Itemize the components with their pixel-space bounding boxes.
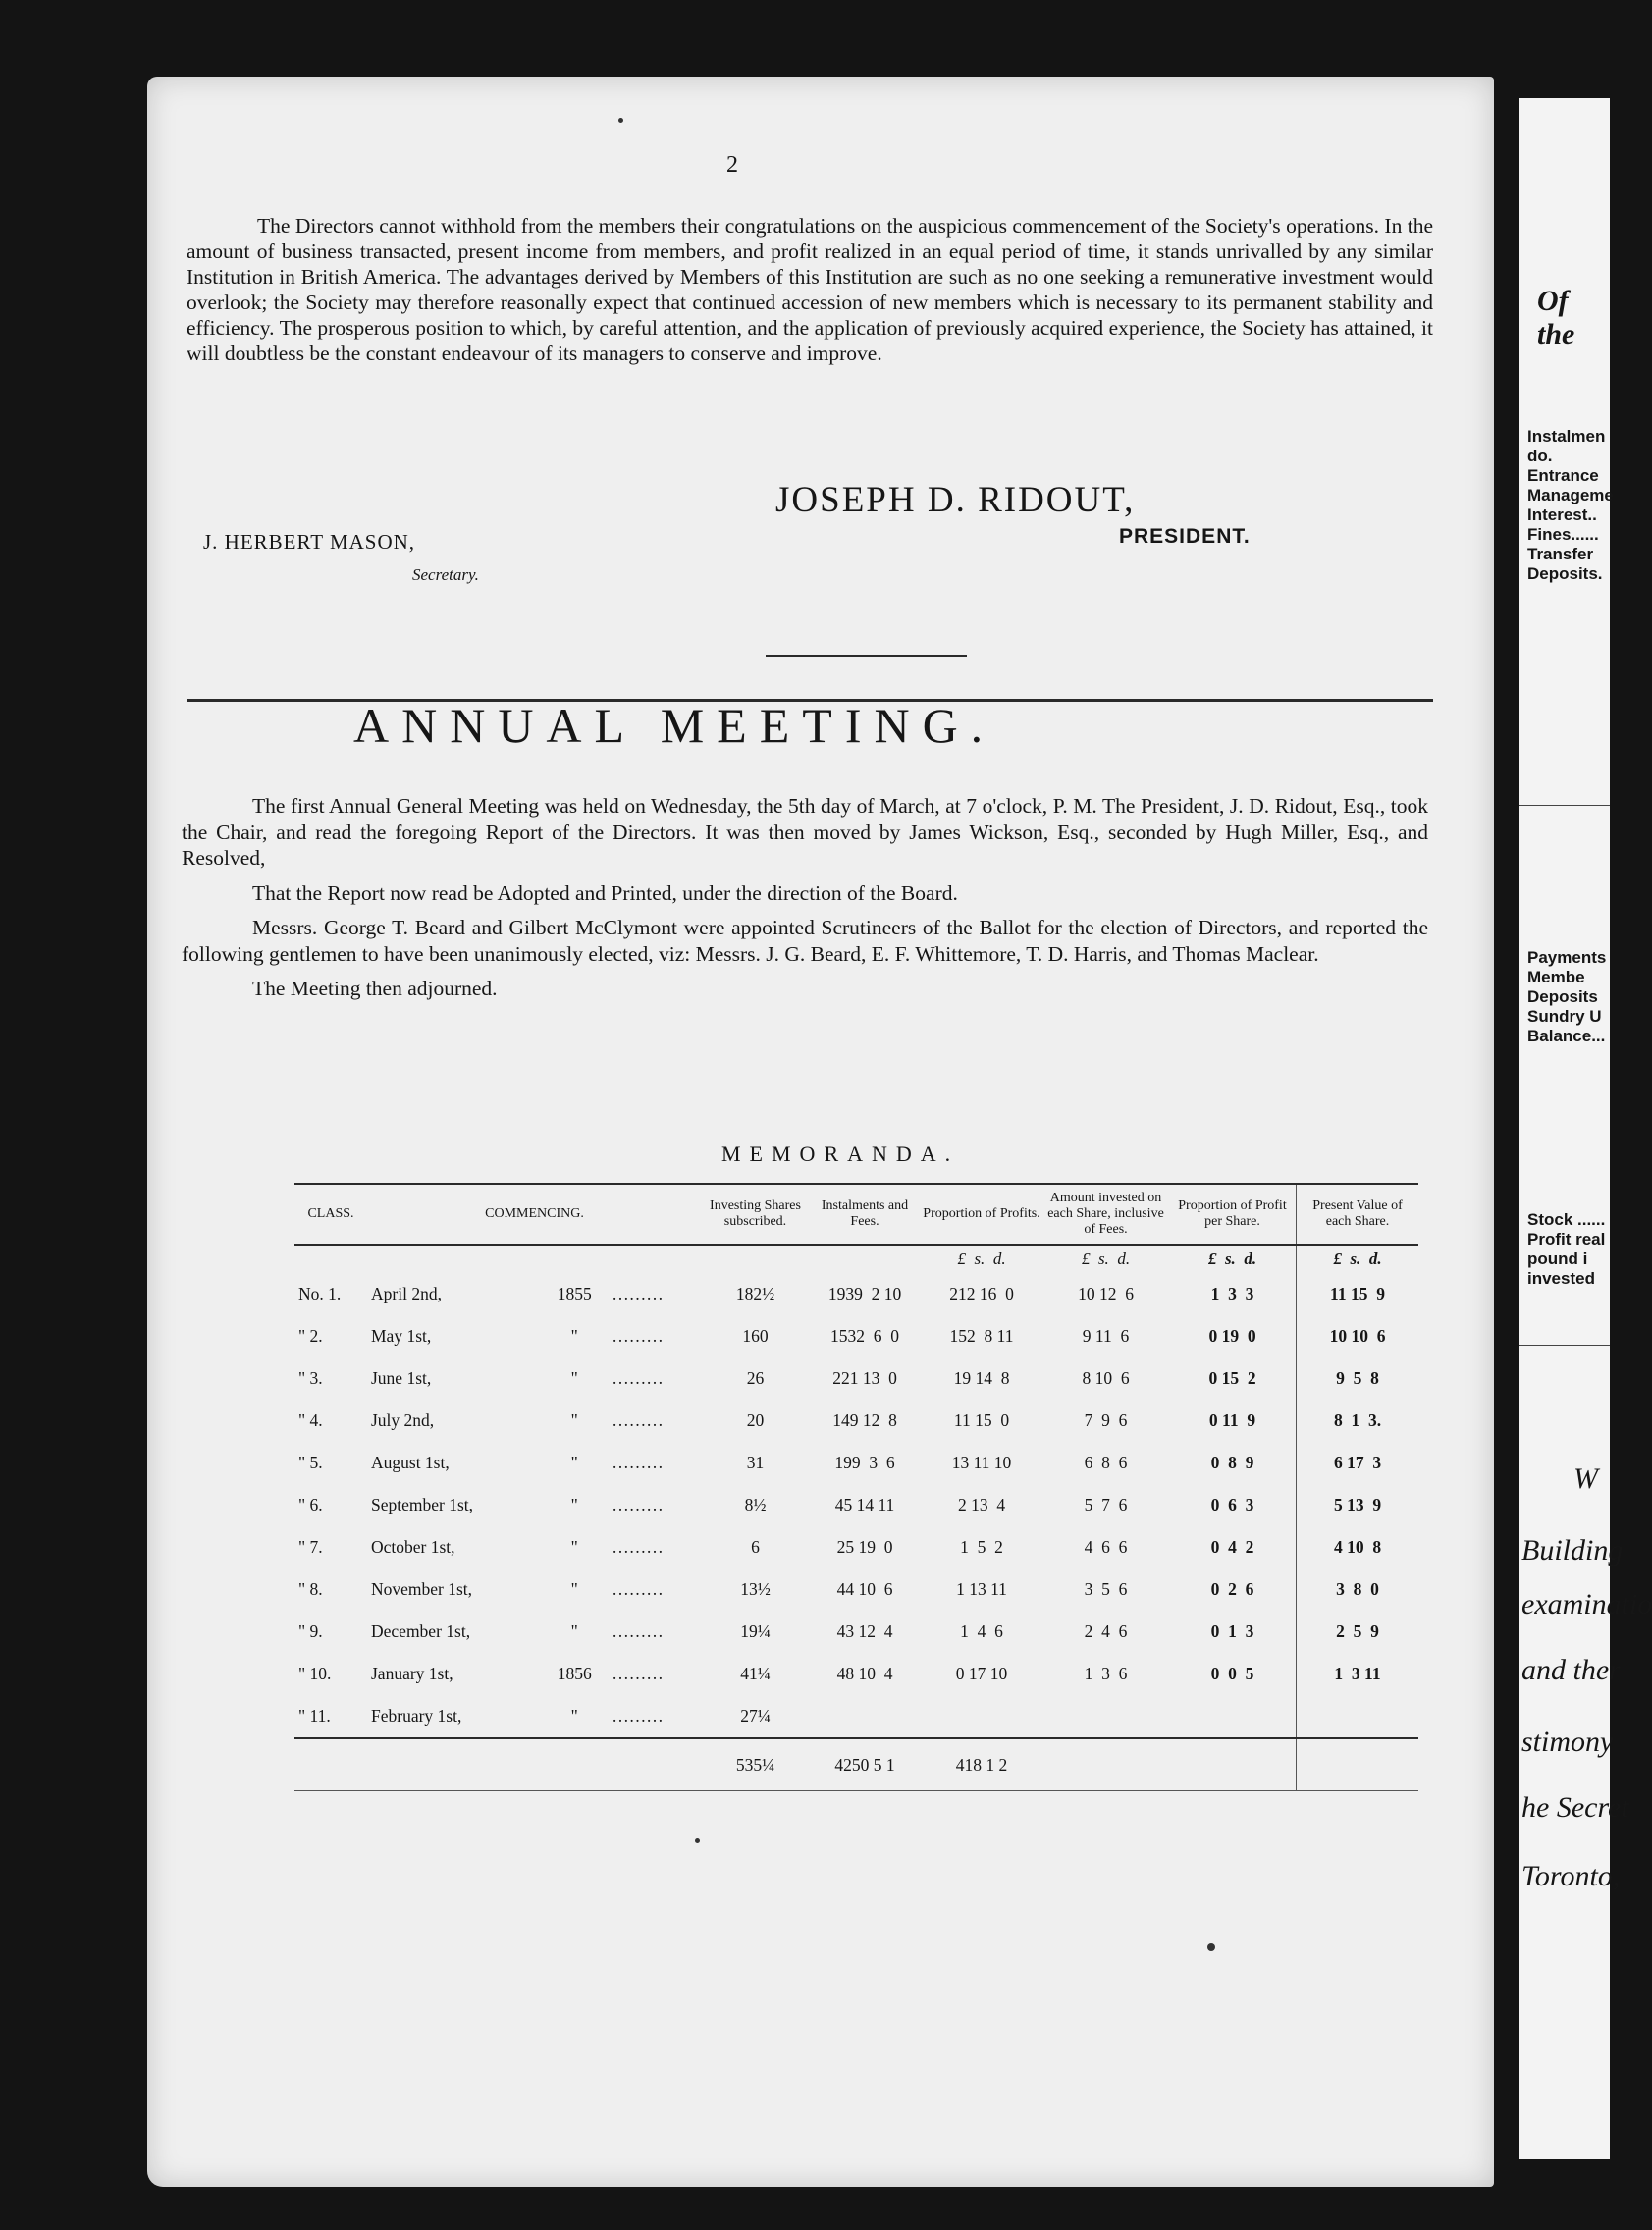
units-present-value: £ s. d.	[1297, 1245, 1419, 1273]
facing-page-list-item: Profit real	[1527, 1230, 1606, 1248]
page-number: 2	[726, 152, 738, 178]
facing-page-rule-lower	[1519, 1345, 1610, 1346]
cell-shares: 13½	[740, 1579, 771, 1599]
cell-pps: 0 1 3	[1210, 1621, 1254, 1641]
cell-date: May 1st,	[371, 1326, 432, 1346]
cell-inst: 149 12 8	[832, 1410, 897, 1430]
president-title: PRESIDENT.	[1119, 525, 1251, 548]
handwritten-line: he Secret	[1521, 1791, 1629, 1824]
cell-prof: 1 13 11	[956, 1579, 1007, 1599]
handwritten-line: stimony	[1521, 1726, 1614, 1758]
table-row	[294, 1357, 1418, 1400]
cell-pv: 10 10 6	[1297, 1315, 1419, 1357]
cell-year: "	[570, 1410, 578, 1430]
meeting-paragraph-3: Messrs. George T. Beard and Gilbert McClymont were appointed Scrutineers of the Ballot for the election of Directors, and reported the following gentlemen to have been unanimously elected, viz: Messrs. J. G. Beard, E. F. Whittemore, T. D. Harris, and Thomas Maclear.	[182, 916, 1428, 966]
cell-amt: 6 8 6	[1084, 1453, 1128, 1472]
secretary-name: J. HERBERT MASON,	[203, 530, 416, 554]
cell-inst: 221 13 0	[832, 1368, 897, 1388]
cell-cls: " 2.	[298, 1326, 323, 1346]
cell-cls: " 3.	[298, 1368, 323, 1388]
annual-meeting-heading: ANNUAL MEETING.	[353, 698, 996, 753]
cell-cls: " 9.	[298, 1621, 323, 1641]
facing-page-list-item: Sundry U	[1527, 1007, 1602, 1026]
cell-pv: 6 17 3	[1297, 1442, 1419, 1484]
cell-pv: 1 3 11	[1297, 1653, 1419, 1695]
cell-year: "	[570, 1368, 578, 1388]
header-class: CLASS.	[294, 1184, 367, 1245]
cell-pps: 0 15 2	[1208, 1368, 1256, 1388]
paper-speck	[695, 1838, 700, 1843]
cell-shares: 6	[751, 1537, 760, 1557]
facing-page-list-item: Payments	[1527, 948, 1607, 967]
cell-dots: ………	[612, 1664, 664, 1683]
cell-inst: 48 10 4	[836, 1664, 893, 1683]
table-row	[294, 1695, 1418, 1738]
cell-shares: 41¼	[740, 1664, 771, 1683]
cell-year: "	[570, 1453, 578, 1472]
cell-amt: 10 12 6	[1078, 1284, 1134, 1303]
header-amount: Amount invested on each Share, inclusive of Fees.	[1042, 1184, 1169, 1245]
cell-pv: 4 10 8	[1297, 1526, 1419, 1568]
cell-shares: 31	[746, 1453, 765, 1472]
cell-pv	[1297, 1695, 1419, 1738]
cell-prof: 19 14 8	[953, 1368, 1010, 1388]
table-row	[294, 1484, 1418, 1526]
cell-prof: 13 11 10	[951, 1453, 1012, 1472]
table-row	[294, 1611, 1418, 1653]
table-row	[294, 1273, 1418, 1315]
cell-cls: " 5.	[298, 1453, 323, 1472]
cell-year: "	[570, 1495, 578, 1514]
table-row	[294, 1315, 1418, 1357]
cell-date: December 1st,	[371, 1621, 471, 1641]
cell-pps: 0 6 3	[1210, 1495, 1254, 1514]
cell-pv: 3 8 0	[1297, 1568, 1419, 1611]
cell-pv: 2 5 9	[1297, 1611, 1419, 1653]
facing-page-receipts-list	[1527, 427, 1614, 584]
cell-date: February 1st,	[371, 1706, 462, 1726]
cell-pps: 0 4 2	[1210, 1537, 1254, 1557]
handwritten-line: examinatio	[1521, 1588, 1652, 1620]
cell-amt	[1042, 1695, 1169, 1738]
cell-shares: 160	[742, 1326, 769, 1346]
cell-cls: " 10.	[298, 1664, 332, 1683]
cell-year: 1856	[557, 1664, 592, 1683]
header-shares: Investing Shares subscribed.	[702, 1184, 809, 1245]
cell-inst: 44 10 6	[836, 1579, 893, 1599]
cell-prof: 1 4 6	[960, 1621, 1003, 1641]
cell-year: "	[570, 1621, 578, 1641]
total-instalments: 4250 5 1	[809, 1738, 921, 1791]
cell-date: November 1st,	[371, 1579, 473, 1599]
facing-page-list-item: Deposits	[1527, 987, 1598, 1006]
cell-year: "	[570, 1579, 578, 1599]
table-row	[294, 1442, 1418, 1484]
meeting-paragraph-2: That the Report now read be Adopted and Printed, under the direction of the Board.	[252, 880, 958, 905]
cell-amt: 9 11 6	[1082, 1326, 1130, 1346]
cell-pps: 0 2 6	[1210, 1579, 1254, 1599]
cell-dots: ………	[612, 1706, 664, 1726]
cell-pv: 8 1 3.	[1297, 1400, 1419, 1442]
facing-page-list-item: pound i	[1527, 1249, 1588, 1268]
handwritten-line: Toronto,	[1521, 1860, 1621, 1892]
units-profits: £ s. d.	[957, 1249, 1006, 1268]
facing-page-heading: Of the	[1537, 285, 1575, 350]
facing-page-list-item: invested	[1527, 1269, 1595, 1288]
cell-pps: 0 11 9	[1208, 1410, 1256, 1430]
cell-prof: 11 15 0	[953, 1410, 1010, 1430]
facing-page-list-item: Transfer	[1527, 545, 1594, 563]
cell-amt: 4 6 6	[1084, 1537, 1128, 1557]
memoranda-header-row	[294, 1184, 1418, 1245]
cell-dots: ………	[612, 1410, 664, 1430]
header-profits: Proportion of Profits.	[921, 1184, 1042, 1245]
facing-page-list-item: do.	[1527, 447, 1553, 465]
cell-amt: 5 7 6	[1084, 1495, 1128, 1514]
cell-shares: 19¼	[740, 1621, 771, 1641]
paper-speck	[1207, 1943, 1215, 1951]
cell-shares: 8½	[744, 1495, 767, 1514]
facing-page-list-item: Balance...	[1527, 1027, 1606, 1045]
cell-year: "	[570, 1537, 578, 1557]
memoranda-table	[294, 1183, 1418, 1791]
cell-cls: " 8.	[298, 1579, 323, 1599]
cell-dots: ………	[612, 1495, 664, 1514]
table-row	[294, 1400, 1418, 1442]
table-row	[294, 1653, 1418, 1695]
president-name: JOSEPH D. RIDOUT,	[775, 480, 1136, 520]
cell-inst: 1939 2 10	[827, 1284, 902, 1303]
units-amount: £ s. d.	[1081, 1249, 1131, 1268]
cell-amt: 8 10 6	[1082, 1368, 1130, 1388]
cell-pps: 0 19 0	[1208, 1326, 1256, 1346]
cell-year: "	[570, 1706, 578, 1726]
cell-amt: 3 5 6	[1084, 1579, 1128, 1599]
cell-cls: " 4.	[298, 1410, 323, 1430]
cell-inst	[809, 1695, 921, 1738]
paper-speck	[618, 118, 623, 123]
units-profit-per-share: £ s. d.	[1207, 1249, 1257, 1268]
cell-prof: 212 16 0	[949, 1284, 1014, 1303]
cell-pv: 5 13 9	[1297, 1484, 1419, 1526]
cell-date: January 1st,	[371, 1664, 453, 1683]
facing-page-stock-list	[1527, 1210, 1605, 1289]
table-row	[294, 1568, 1418, 1611]
meeting-paragraph-1: The first Annual General Meeting was held on Wednesday, the 5th day of March, at 7 o'clock, P. M. The President, J. D. Ridout, Esq., took the Chair, and read the foregoing Report of the Directors. It was then moved by James Wickson, Esq., seconded by Hugh Miller, Esq., and Resolved,	[182, 794, 1428, 870]
cell-dots: ………	[612, 1326, 664, 1346]
units-row	[294, 1245, 1418, 1273]
cell-pps	[1169, 1695, 1297, 1738]
facing-page-list-item: Stock ......	[1527, 1210, 1606, 1229]
cell-shares: 20	[746, 1410, 765, 1430]
cell-amt: 1 3 6	[1084, 1664, 1128, 1683]
cell-shares: 182½	[735, 1284, 775, 1303]
cell-dots: ………	[612, 1537, 664, 1557]
cell-inst: 1532 6 0	[830, 1326, 899, 1346]
header-instalments: Instalments and Fees.	[809, 1184, 921, 1245]
total-shares: 535¼	[702, 1738, 809, 1791]
cell-prof: 2 13 4	[957, 1495, 1006, 1514]
table-row	[294, 1526, 1418, 1568]
facing-page-list-item: Interest..	[1527, 505, 1597, 524]
header-profit-per-share: Proportion of Profit per Share.	[1169, 1184, 1297, 1245]
cell-pv: 9 5 8	[1297, 1357, 1419, 1400]
cell-inst: 45 14 11	[834, 1495, 895, 1514]
cell-dots: ………	[612, 1284, 664, 1303]
handwritten-line: Building	[1521, 1534, 1624, 1566]
cell-date: April 2nd,	[371, 1284, 442, 1303]
header-commencing: COMMENCING.	[367, 1184, 702, 1245]
cell-prof: 1 5 2	[960, 1537, 1003, 1557]
cell-inst: 199 3 6	[834, 1453, 895, 1472]
cell-inst: 43 12 4	[836, 1621, 893, 1641]
cell-prof: 152 8 11	[949, 1326, 1014, 1346]
facing-page-list-item: Membe	[1527, 968, 1585, 986]
cell-shares: 26	[746, 1368, 765, 1388]
facing-page-list-item: Deposits.	[1527, 564, 1603, 583]
header-present-value: Present Value of each Share.	[1297, 1184, 1419, 1245]
cell-pps: 0 8 9	[1210, 1453, 1254, 1472]
facing-page-list-item: Entrance	[1527, 466, 1599, 485]
cell-pv: 11 15 9	[1297, 1273, 1419, 1315]
cell-cls: " 11.	[298, 1706, 331, 1726]
handwritten-line: W	[1573, 1462, 1598, 1495]
meeting-paragraph-4: The Meeting then adjourned.	[252, 977, 498, 1000]
cell-prof	[921, 1695, 1042, 1738]
cell-dots: ………	[612, 1621, 664, 1641]
facing-page-fragment	[1519, 98, 1652, 2159]
cell-date: October 1st,	[371, 1537, 455, 1557]
cell-date: August 1st,	[371, 1453, 450, 1472]
document-page	[147, 77, 1494, 2187]
cell-amt: 2 4 6	[1084, 1621, 1128, 1641]
cell-prof: 0 17 10	[955, 1664, 1008, 1683]
cell-pps: 0 0 5	[1210, 1664, 1254, 1683]
facing-page-list-item: Fines......	[1527, 525, 1599, 544]
cell-dots: ………	[612, 1368, 664, 1388]
annual-meeting-text	[182, 793, 1428, 1011]
cell-amt: 7 9 6	[1084, 1410, 1128, 1430]
directors-report-paragraph: The Directors cannot withhold from the members their congratulations on the auspicious commencement of the Society's operations. In the amount of business transacted, present income from members, and profit realized in an equal period of time, it stands unrivalled by any similar Institution in British America. The advantages derived by Members of this Institution are such as no one seeking a remunerative investment would overlook; the Society may therefore reasonally expect that continued accession of new members which is necessary to its permanent stability and efficiency. The prosperous position to which, by careful attention, and the application of previously acquired experience, the Society has attained, it will doubtless be the constant endeavour of its managers to conserve and improve.	[187, 214, 1433, 365]
short-divider	[766, 655, 967, 657]
cell-date: June 1st,	[371, 1368, 432, 1388]
facing-page-list-item: Manageme	[1527, 486, 1614, 504]
facing-page-payments-list	[1527, 948, 1606, 1046]
cell-pps: 1 3 3	[1210, 1284, 1254, 1303]
cell-year: "	[570, 1326, 578, 1346]
facing-page-rule	[1519, 805, 1610, 806]
cell-shares: 27¼	[740, 1706, 771, 1726]
total-profits: 418 1 2	[921, 1738, 1042, 1791]
cell-year: 1855	[557, 1284, 592, 1303]
totals-row	[294, 1738, 1418, 1791]
facing-page-list-item: Instalmen	[1527, 427, 1606, 446]
memoranda-heading: MEMORANDA.	[721, 1142, 960, 1166]
cell-date: July 2nd,	[371, 1410, 435, 1430]
cell-dots: ………	[612, 1453, 664, 1472]
cell-cls: No. 1.	[298, 1284, 342, 1303]
cell-cls: " 6.	[298, 1495, 323, 1514]
handwritten-line: and ther	[1521, 1654, 1621, 1686]
cell-inst: 25 19 0	[836, 1537, 893, 1557]
cell-dots: ………	[612, 1579, 664, 1599]
cell-date: September 1st,	[371, 1495, 474, 1514]
secretary-title: Secretary.	[412, 565, 479, 584]
cell-cls: " 7.	[298, 1537, 323, 1557]
